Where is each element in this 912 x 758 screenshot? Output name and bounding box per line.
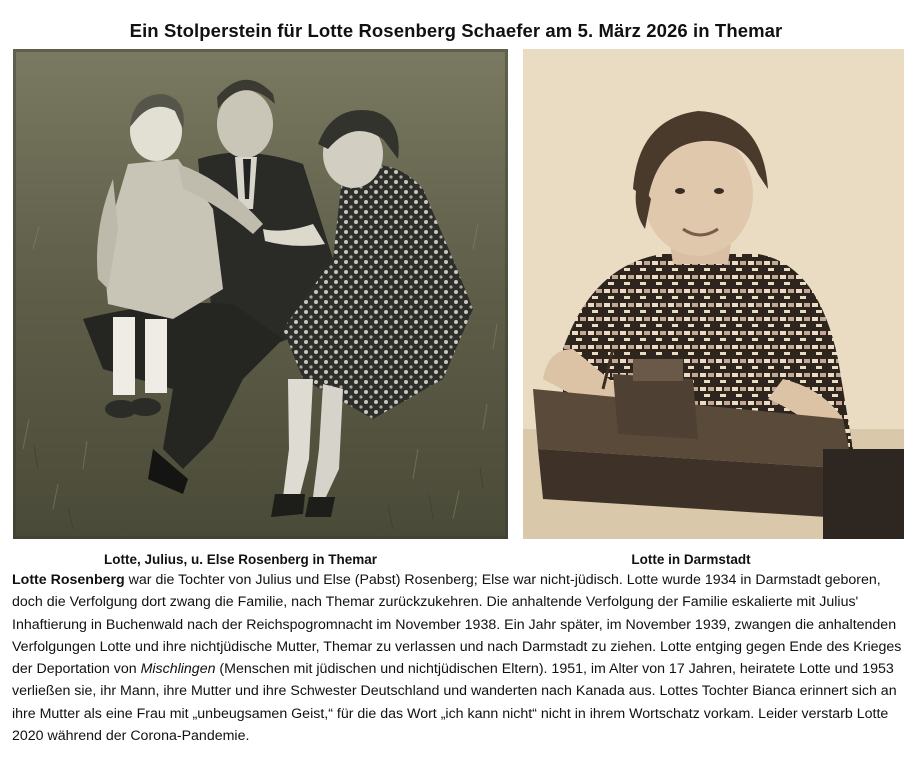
biography-text-part-2: (Menschen mit jüdischen und nichtjüdischen Eltern). 1951, im Alter von 17 Jahren, heiratete Lotte und 1953 verließen sie, ihr Mann, ihre Mutter und ihre Schwester Deutschland und wanderten nach Kanada aus. Lottes Tochter Bianca erinnert sich an ihre Mutter als eine Frau mit „unbeugsamen Geist,“ für die das Wort „ich kann nicht“ nicht in ihrem Wortschatz vorkam. Leider verstarb Lotte 2020 während der Corona-Pandemie. [12,661,897,745]
lotte-photo-caption: Lotte in Darmstadt [631,552,751,567]
page-title: Ein Stolperstein für Lotte Rosenberg Schaefer am 5. März 2026 in Themar [129,20,783,41]
family-photo [13,49,508,539]
person-name: Lotte Rosenberg [12,572,125,588]
term-mischlingen: Mischlingen [140,661,216,678]
biography-text-part-1: war die Tochter von Julius und Else (Pabst) Rosenberg; Else war nicht-jüdisch. Lotte wurde 1934 in Darmstadt geboren, doch die Verfolgung dort zwang die Familie, nach Themar zurückzukehren. Die anhaltende Verfolgung der Familie eskalierte mit Julius' Inhaftierung in Buchenwald nach der Reichspogromnacht im November 1938. Ein Jahr später, im November 1939, zwangen die anhaltenden Verfolgungen Lotte und ihre nichtjüdische Mutter, Themar zu verlassen und nach Darmstadt zu ziehen. Lotte entging gegen Ende des Krieges der Deportation von [12,572,902,678]
biography-paragraph [12,569,907,747]
lotte-darmstadt-photo [523,49,904,539]
family-photo-caption: Lotte, Julius, u. Else Rosenberg in Themar [103,552,378,567]
